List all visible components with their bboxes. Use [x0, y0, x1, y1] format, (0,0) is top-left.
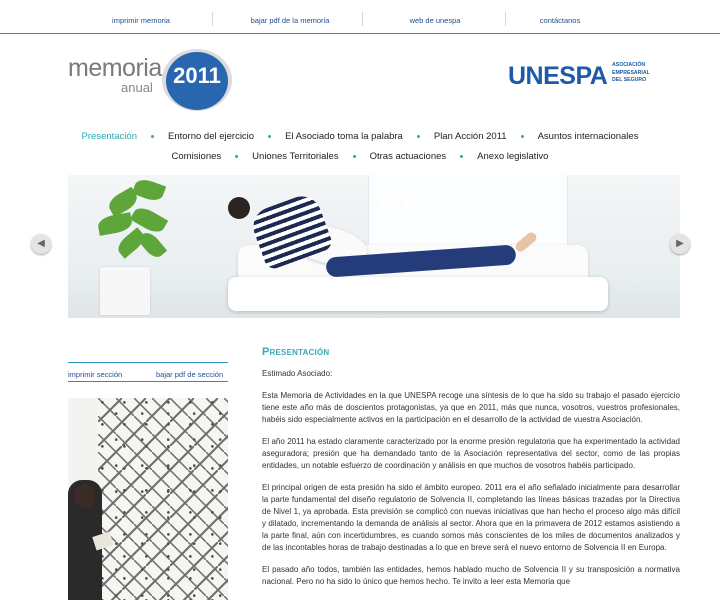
plant-leaf [132, 176, 166, 203]
chevron-right-icon: ▶ [676, 238, 684, 249]
nav-separator-dot [268, 135, 271, 138]
unespa-wordmark: UNESPA [508, 62, 608, 90]
nav-separator-dot [151, 135, 154, 138]
person-head [74, 484, 96, 508]
content-paragraph: El principal origen de esta presión ha sido el ámbito europeo. 2011 era el año señalado inicialmente para desarrollar la parte fundamental del diseño regulatorio de Solvencia II, completando las líneas básicas trazadas por la Directiva de Nivel 1, ya aprobada. Esta previsión se complicó con nuevas iniciativas que han hecho el proceso algo más difícil y dilatado, incrementando la demanda de análisis al sector. Ahora que en la primavera de 2012 estamos asistiendo a la parte final, aún con incertidumbres, es cuando somos más conscientes de los miles de documentos analizados y de las incontables horas de trabajo destinadas a lo que en breve será el nuevo entorno de Solvencia II en Europa. [262, 483, 680, 552]
main-nav-row-1 [0, 131, 720, 142]
unespa-tagline: ASOCIACIÓN EMPRESARIAL DEL SEGURO [612, 62, 650, 83]
nav-separator-dot [521, 135, 524, 138]
nav-separator-dot [417, 135, 420, 138]
memoria-anual-logo[interactable] [68, 48, 238, 112]
nav-item-entorno[interactable]: Entorno del ejercicio [168, 131, 255, 142]
nav-item-comisiones[interactable]: Comisiones [171, 151, 222, 162]
content-paragraph: Esta Memoria de Actividades en la que UNESPA recoge una síntesis de lo que ha sido su trabajo el pasado ejercicio tiene este año más de doscientos protagonistas, ya que en 2011, más que nunca, vosotros, vuestros profesionales, habéis sido especialmente activos en la participación en el desarrollo de la actividad de vuestra Asociación. [262, 391, 680, 424]
top-bar-divider [212, 12, 213, 26]
sofa-seat [228, 277, 608, 311]
nav-item-asociado[interactable]: El Asociado toma la palabra [285, 131, 403, 142]
download-pdf-section-link[interactable]: bajar pdf de sección [156, 370, 224, 379]
section-heading: Presentación [262, 346, 330, 358]
main-content [262, 346, 680, 598]
nav-separator-dot [353, 155, 356, 158]
section-actions [68, 362, 228, 382]
plant-leaf [97, 212, 134, 236]
nav-item-anexo-legislativo[interactable]: Anexo legislativo [477, 151, 549, 162]
top-bar-divider [362, 12, 363, 26]
main-nav-row-2 [0, 151, 720, 162]
hero-small-pot [380, 195, 390, 207]
unespa-logo[interactable] [508, 58, 658, 90]
hero-small-pot [404, 195, 414, 207]
logo-memoria-text: memoria [68, 54, 162, 82]
plant-pot [100, 267, 150, 315]
chevron-left-icon: ◀ [37, 238, 45, 249]
nav-item-asuntos-internacionales[interactable]: Asuntos internacionales [537, 131, 639, 142]
content-paragraph: El año 2011 ha estado claramente caracterizado por la enorme presión regulatoria que ha experimentado la actividad aseguradora; presión que ha demandado tanto de la Asociación representativa del sector, como de las propias entidades, un notable esfuerzo de coordinación y análisis en que muchos de vosotros habéis participado. [262, 437, 680, 470]
carousel-next-button[interactable] [670, 234, 690, 254]
sidebar-photo [68, 398, 228, 600]
contact-link[interactable]: contáctanos [539, 16, 581, 25]
woman-head [228, 197, 250, 219]
nav-separator-dot [460, 155, 463, 158]
nav-item-plan-accion[interactable]: Plan Acción 2011 [433, 131, 507, 142]
plant-leaf [137, 229, 167, 261]
logo-year-text: 2011 [173, 63, 221, 88]
nav-item-otras-actuaciones[interactable]: Otras actuaciones [369, 151, 447, 162]
print-report-link[interactable]: imprimir memoria [112, 16, 170, 25]
patterned-wall [98, 398, 228, 600]
nav-separator-dot [235, 155, 238, 158]
hero-window [368, 175, 568, 255]
unespa-website-link[interactable]: web de unespa [409, 16, 461, 25]
download-pdf-report-link[interactable]: bajar pdf de la memoria [250, 16, 330, 25]
top-bar [0, 0, 720, 34]
greeting: Estimado Asociado: [262, 369, 333, 378]
hero-image [68, 175, 680, 318]
print-section-link[interactable]: imprimir sección [68, 370, 123, 379]
content-paragraph: El pasado año todos, también las entidades, hemos hablado mucho de Solvencia II y su transposición a normativa nacional. Pero no ha sido lo único que hemos hecho. Te invito a leer esta Memoria que [262, 565, 680, 586]
nav-item-uniones-territoriales[interactable]: Uniones Territoriales [252, 151, 339, 162]
nav-item-presentacion[interactable]: Presentación [81, 131, 137, 142]
logo-anual-text: anual [121, 80, 153, 95]
carousel-prev-button[interactable] [31, 234, 51, 254]
top-bar-divider [505, 12, 506, 26]
